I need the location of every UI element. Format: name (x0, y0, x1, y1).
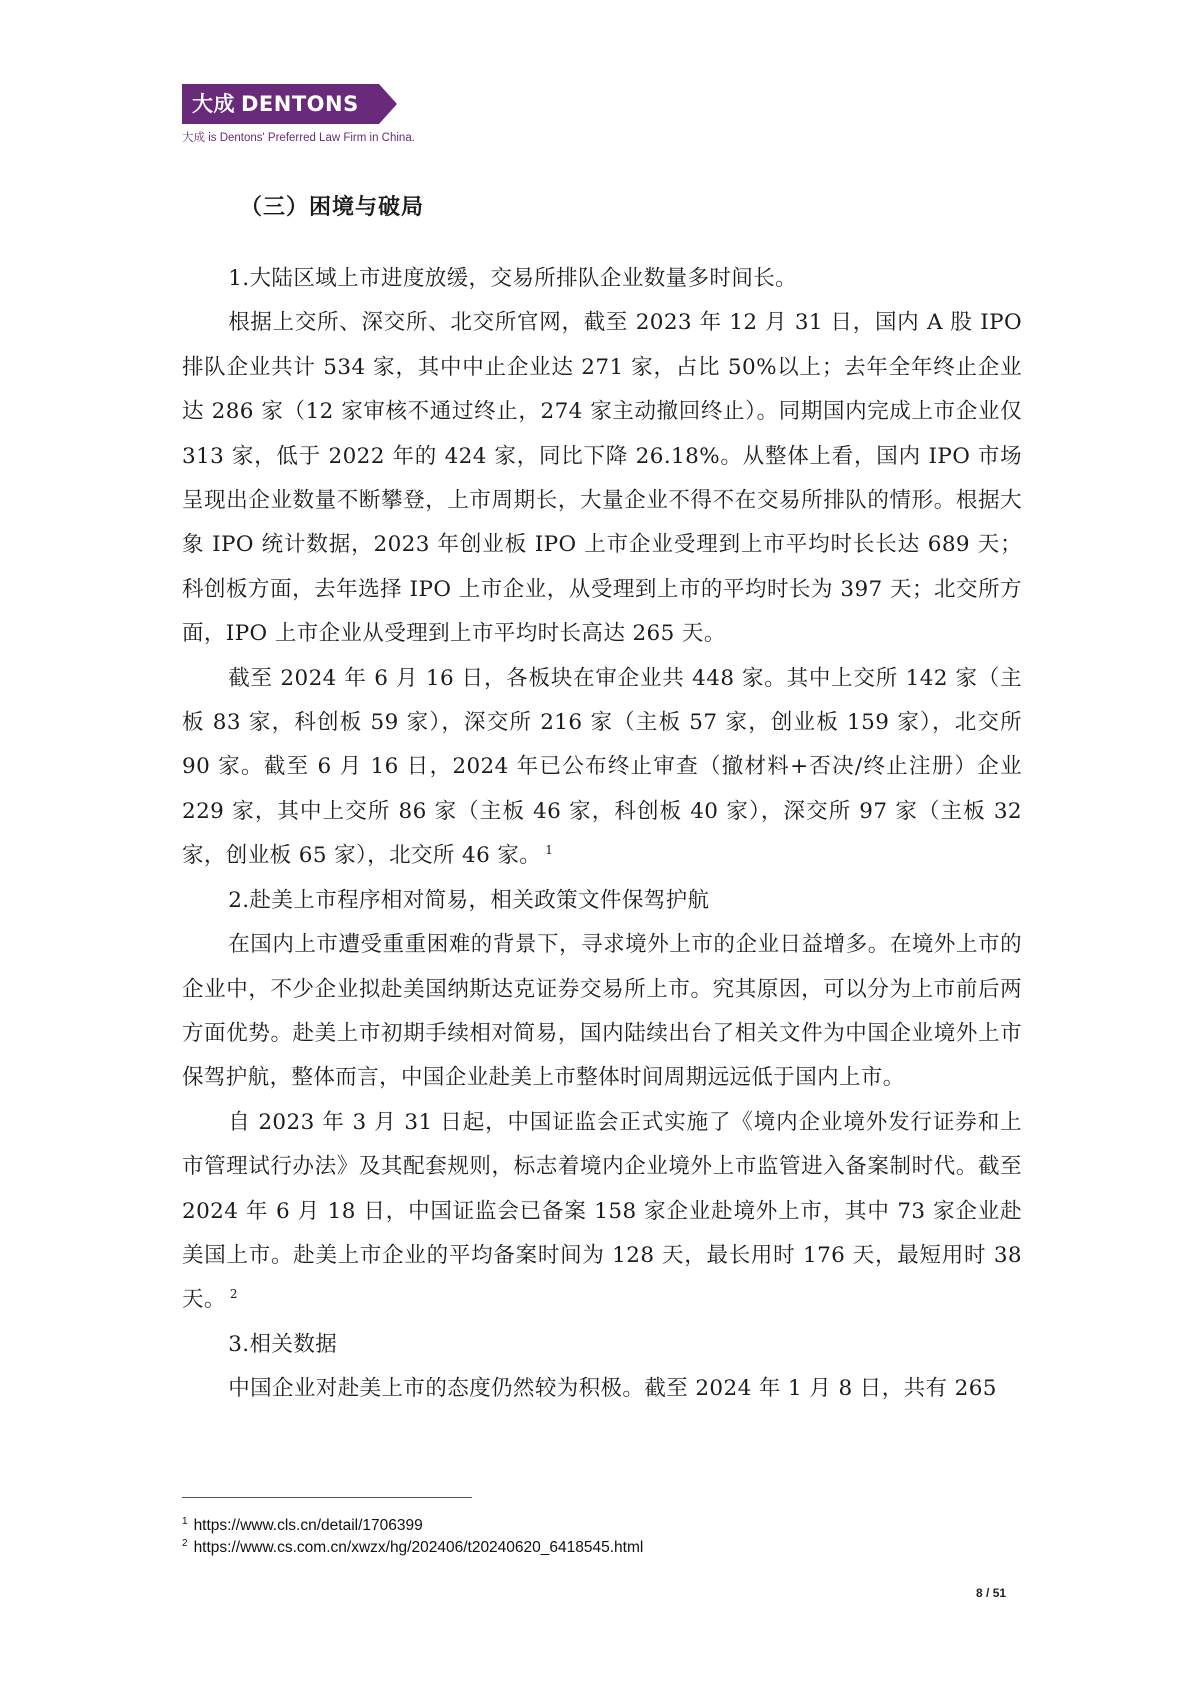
footnote-number: 2 (182, 1537, 188, 1549)
paragraph-heading-3: 3.相关数据 (228, 1331, 338, 1357)
footnotes (182, 1515, 643, 1559)
footnote-divider (182, 1497, 472, 1498)
logo-chinese-name: 大成 (192, 92, 235, 116)
footnote-number: 1 (182, 1515, 188, 1527)
footnote-ref-2[interactable]: 2 (229, 1287, 238, 1302)
paragraph: 根据上交所、深交所、北交所官网，截至 2023 年 12 月 31 日，国内 A 股 IPO 排队企业共计 534 家，其中中止企业达 271 家，占比 50%以上；去年全年终止企业达 286 家（12 家审核不通过终止，274 家主动撤回终止）。同期国内完成上市企业仅 313 家，低于 2022 年的 424 家，同比下降 26.18%。从整体上看，国内 IPO 市场呈现出企业数量不断攀登，上市周期长，大量企业不得不在交易所排队的情形。根据大象 IPO 统计数据，2023 年创业板 IPO 上市企业受理到上市平均时长长达 689 天；科创板方面，去年选择 IPO 上市企业，从受理到上市的平均时长为 397 天；北交所方面，IPO 上市企业从受理到上市平均时长高达 265 天。 (182, 310, 1022, 647)
paragraph: 中国企业对赴美上市的态度仍然较为积极。截至 2024 年 1 月 8 日，共有 265 (228, 1376, 997, 1402)
current-page: 8 (976, 1586, 983, 1600)
section-title: （三）困境与破局 (240, 194, 425, 220)
paragraph: 在国内上市遭受重重困难的背景下，寻求境外上市的企业日益增多。在境外上市的企业中，不少企业拟赴美国纳斯达克证券交易所上市。究其原因，可以分为上市前后两方面优势。赴美上市初期手续相对简易，国内陆续出台了相关文件为中国企业境外上市保驾护航，整体而言，中国企业赴美上市整体时间周期远远低于国内上市。 (182, 932, 1022, 1091)
logo-brand-name: DENTONS (241, 92, 359, 116)
paragraph: 截至 2024 年 6 月 16 日，各板块在审企业共 448 家。其中上交所 142 家（主板 83 家，科创板 59 家），深交所 216 家（主板 57 家，创业板 159 家），北交所 90 家。截至 6 月 16 日，2024 年已公布终止审查（撤材料+否决/终止注册）企业 229 家，其中上交所 86 家（主板 46 家，科创板 40 家），深交所 97 家（主板 32 家，创业板 65 家），北交所 46 家。 $^1$ (182, 665, 1022, 869)
footnote-item (182, 1515, 643, 1537)
footnote-item (182, 1537, 643, 1559)
paragraph-heading-1: 1.大陆区域上市进度放缓，交易所排队企业数量多时间长。 (228, 266, 798, 291)
total-pages: 51 (992, 1586, 1007, 1600)
paragraph: 自 2023 年 3 月 31 日起，中国证监会正式实施了《境内企业境外发行证券和上市管理试行办法》及其配套规则，标志着境内企业境外上市监管进入备案制时代。截至 2024 年 6 月 18 日，中国证监会已备案 158 家企业赴境外上市，其中 73 家企业赴美国上市。赴美上市企业的平均备案时间为 128 天，最长用时 176 天，最短用时 38 天。 $^2$ (182, 1109, 1022, 1313)
footnote-link[interactable]: https://www.cs.com.cn/xwzx/hg/202406/t20240620_6418545.html (193, 1539, 644, 1556)
page-separator: / (986, 1586, 990, 1600)
dentons-logo-badge (182, 84, 379, 124)
paragraph-heading-2: 2.赴美上市程序相对简易，相关政策文件保驾护航 (228, 887, 710, 913)
body-text (182, 257, 1022, 1412)
logo-tagline: 大成 is Dentons' Preferred Law Firm in China. (182, 132, 415, 144)
footnote-link[interactable]: https://www.cls.cn/detail/1706399 (193, 1517, 423, 1534)
header-logo (182, 84, 415, 145)
page-number (976, 1586, 1006, 1600)
footnote-ref-1[interactable]: 1 (545, 843, 554, 858)
